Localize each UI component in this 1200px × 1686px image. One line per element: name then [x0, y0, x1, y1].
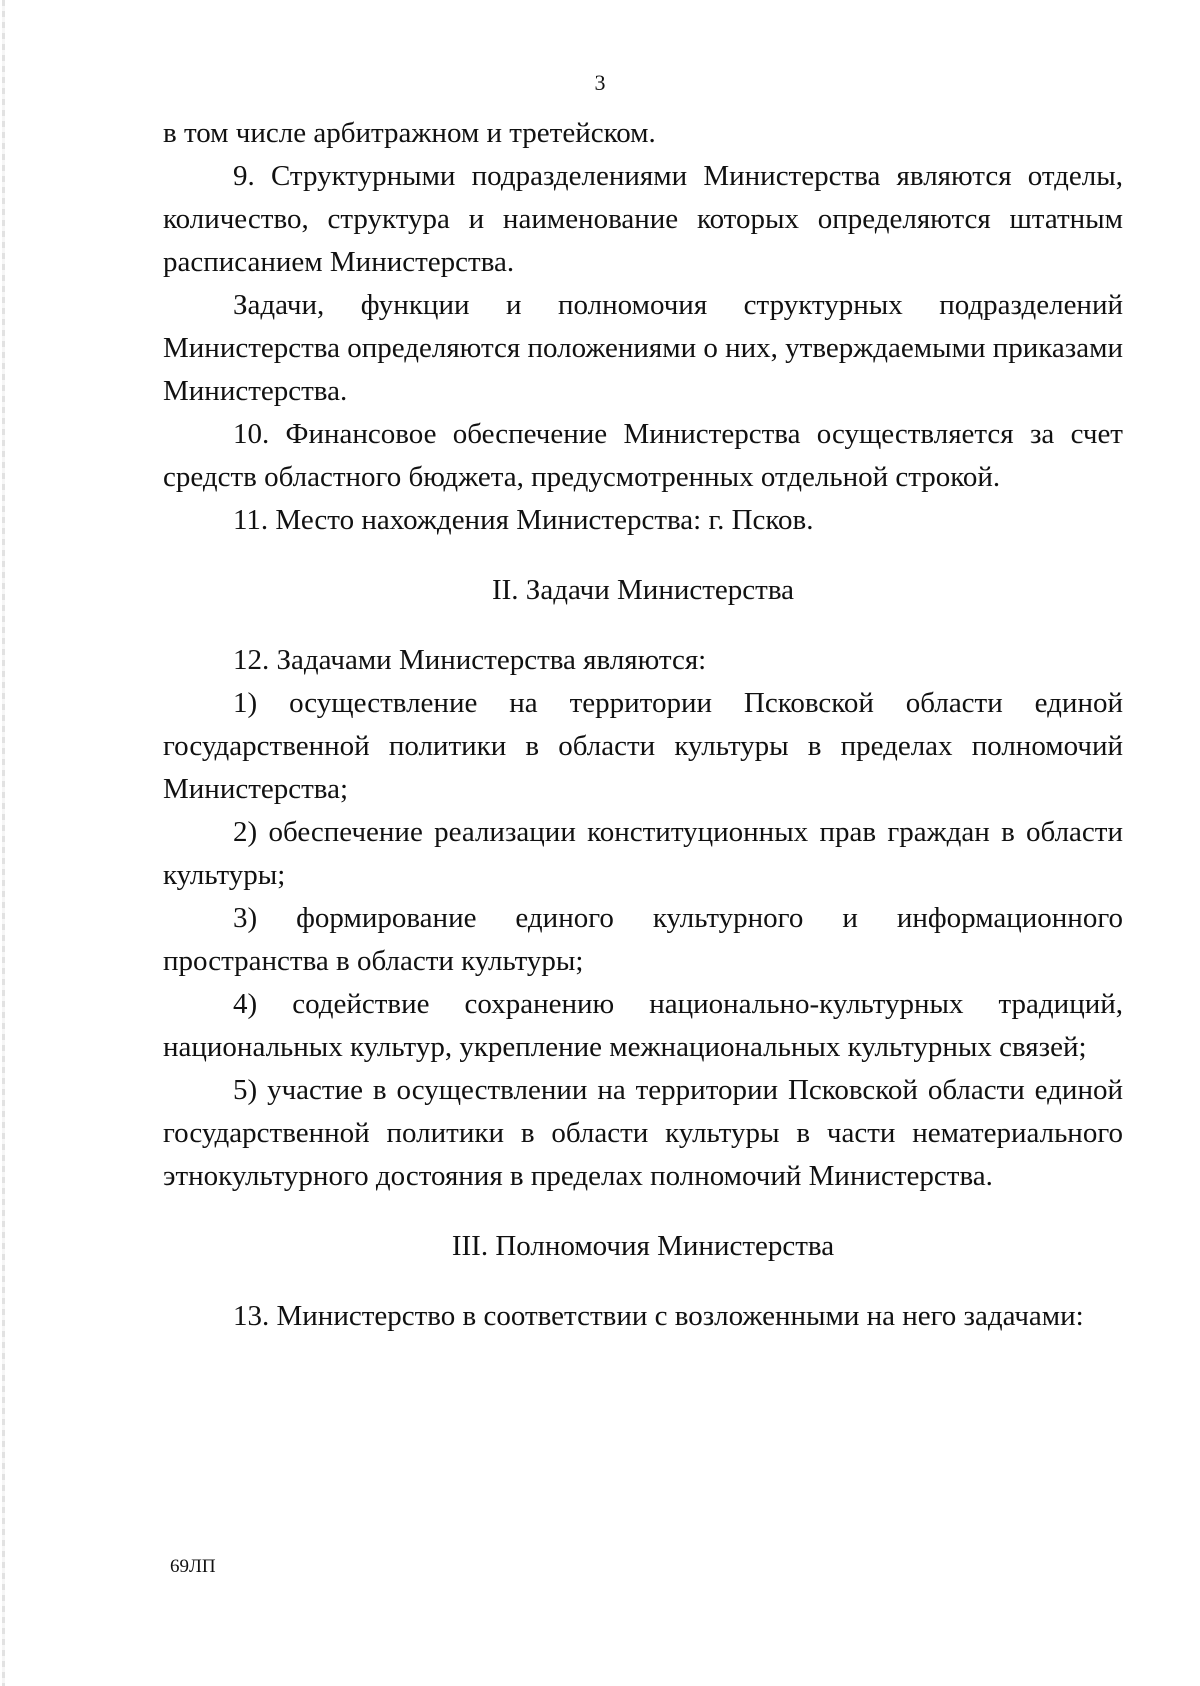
paragraph-continuation: в том числе арбитражном и третейском. — [163, 117, 656, 149]
section-3-heading: III. Полномочия Министерства — [451, 1230, 835, 1262]
paragraph-12: 12. Задачами Министерства являются: — [233, 644, 707, 676]
paragraph-9-tasks: Задачи, функции и полномочия структурных подразделений Министерства определяются положениями о них, утверждаемыми приказами Министерства. — [163, 289, 1123, 407]
paragraph-11: 11. Место нахождения Министерства: г. Псков. — [233, 504, 814, 536]
page-number: 3 — [594, 70, 606, 95]
task-item-1: 1) осуществление на территории Псковской области единой государственной политики в области культуры в пределах полномочий Министерства; — [163, 687, 1123, 805]
task-item-4: 4) содействие сохранению национально-культурных традиций, национальных культур, укрепление межнациональных культурных связей; — [163, 988, 1123, 1063]
task-item-5: 5) участие в осуществлении на территории Псковской области единой государственной политики в области культуры в части нематериального этнокультурного достояния в пределах полномочий Министерства. — [163, 1074, 1123, 1192]
task-item-2: 2) обеспечение реализации конституционных прав граждан в области культуры; — [163, 816, 1123, 891]
document-code: 69ЛП — [170, 1556, 216, 1577]
document-body — [163, 112, 1123, 1338]
section-2-heading: II. Задачи Министерства — [491, 574, 795, 606]
scan-edge-artifact — [2, 0, 5, 1686]
paragraph-9: 9. Структурными подразделениями Министерства являются отделы, количество, структура и наименование которых определяются штатным расписанием Министерства. — [163, 160, 1123, 278]
paragraph-10: 10. Финансовое обеспечение Министерства осуществляется за счет средств областного бюджета, предусмотренных отдельной строкой. — [163, 418, 1123, 493]
paragraph-13: 13. Министерство в соответствии с возложенными на него задачами: — [233, 1300, 1084, 1332]
task-item-3: 3) формирование единого культурного и информационного пространства в области культуры; — [163, 902, 1123, 977]
